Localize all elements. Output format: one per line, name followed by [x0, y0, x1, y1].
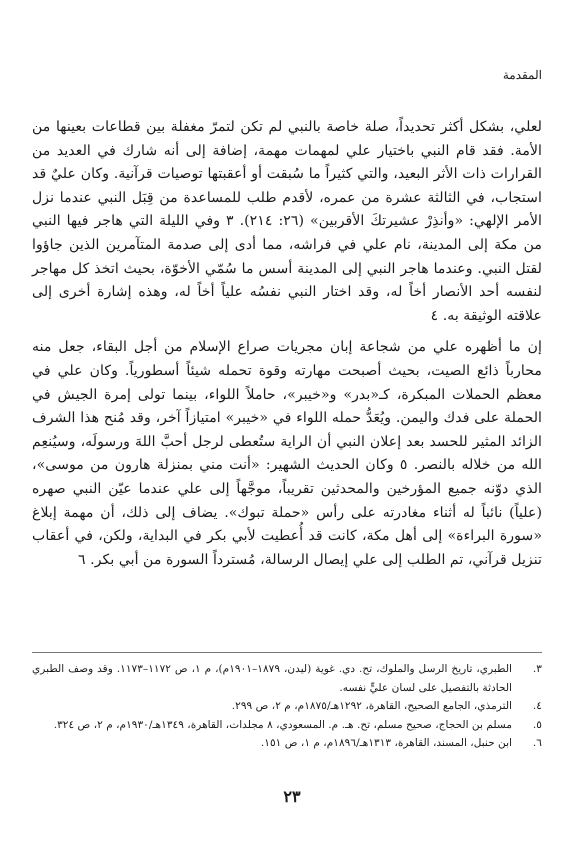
footnote-number: ٦. — [532, 737, 542, 749]
footnote-number: ٥. — [532, 718, 542, 731]
footnote-text: مسلم بن الحجاج، صحيح مسلم، تح. هـ. م. المسعودي، ٨ مجلدات، القاهرة، ١٣٤٩هـ/١٩٣٠م، م ٢، ص ٣٢٤. — [53, 718, 512, 731]
footnote-text: الطبري، تاريخ الرسل والملوك، تح. دي. غوية (ليدن، ١٨٧٩–١٩٠١م)، م ١، ص ١١٧٢–١١٧٣. وقد وصف الطبري الحادثة بالتفصيل على لسان عليٍّ نفسه. — [32, 663, 512, 694]
footnote-text: ابن حنبل، المسند، القاهرة، ١٣١٣هـ/١٨٩٦م، م ١، ص ١٥١. — [260, 737, 512, 749]
footnote — [32, 660, 542, 697]
footnote-number: ٤. — [532, 700, 542, 712]
paragraph-2: إن ما أظهره علي من شجاعة إبان مجريات صراع الإسلام من أجل البقاء، جعل منه محارباً ذائع الصيت، بحيث أصبحت مهارته وقوة تحمله شيئاً أسطورياً. وكان علي في معظم الحملات المبكرة، كـ«بدر» و«خيبر»، حاملاً اللواء، بينما تولى إمرة الجيش في الحملة على فدك واليمن. ويُعَدُّ حمله اللواء في «خيبر» امتيازاً آخر، وقد مُنح هذا الشرف الزائد المثير للحسد بعد إعلان النبي أن الراية ستُعطى لرجل أحبَّ اللهَ ورسولَه، وسيُنعِم الله من خلاله بالنصر. ٥ وكان الحديث الشهير: «أنت مني بمنزلة هارون من موسى»، الذي دوّنه جميع المؤرخين والمحدثين تقريباً، موجَّهاً إلى علي عندما عيّن النبي صهره (علياً) نائباً له أثناء مغادرته على رأس «حملة تبوك». يضاف إلى ذلك، أن مهمة إبلاغ «سورة البراءة» إلى أهل مكة، كانت قد أُعطيت لأبي بكر في البداية، ولكن، في أعقاب تنزيل قرآني، تم الطلب إلى علي إيصال الرسالة، مُسترداً السورة من أبي بكر. ٦ — [32, 339, 542, 568]
page-number: ٢٣ — [283, 787, 301, 806]
footnote — [32, 697, 542, 716]
footnote-divider — [32, 652, 542, 653]
paragraph-1: لعلي، بشكل أكثر تحديداً، صلة خاصة بالنبي لم تكن لتمرّ مغفلة بين قطاعات بعينها من الأمة. فقد قام النبي باختيار علي لمهمات مهمة، إضافة إلى أنه شارك في العديد من القرارات ذات الأثر البعيد، والتي كثيراً ما سُبقت أو أعقبتها توصيات قرآنية. وكان عليٌ قد استجاب، في الثالثة عشرة من عمره، لأقدم طلب للمساعدة من قِبَل النبي عندما نزل الأمر الإلهي: «وأنذِرْ عشيرتكَ الأقربين» (٢٦: ٢١٤). ٣ وفي الليلة التي هاجر فيها النبي من مكة إلى المدينة، نام علي في فراشه، مما أدى إلى صدمة المتآمرين الذين جاؤوا لقتل النبي. وعندما هاجر النبي إلى المدينة أسس ما سُمّي الأخوّة، بحيث اتخذ كل مهاجر لنفسه أحد الأنصار أخاً له، وقد اختار النبي نفسُه علياً أخاً له، وهذه إشارة أخرى إلى علاقته الوثيقة به. ٤ — [32, 119, 542, 324]
main-text — [32, 116, 542, 572]
footnote-number: ٣. — [532, 663, 542, 675]
footnote — [32, 734, 542, 753]
running-header: المقدمة — [502, 68, 542, 82]
footnotes — [32, 660, 542, 753]
footnote — [32, 716, 542, 735]
footnote-text: الترمذي، الجامع الصحيح، القاهرة، ١٢٩٢هـ/١٨٧٥م، م ٢، ص ٢٩٩. — [231, 700, 512, 712]
